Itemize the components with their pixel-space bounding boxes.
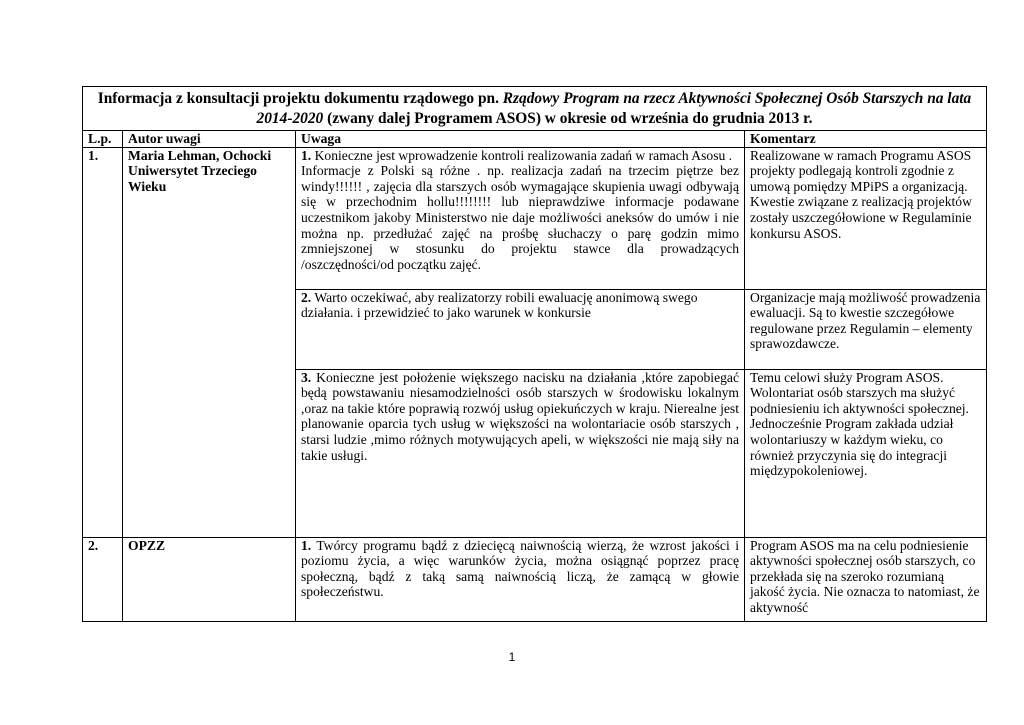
header-lp: L.p. (83, 131, 123, 148)
remark-text: Konieczne jest wprowadzenie kontroli realizowania zadań w ramach Asosu . (311, 147, 733, 163)
remark-cell (296, 147, 745, 289)
title-row (83, 87, 987, 131)
remark-text: Warto oczekiwać, aby realizatorzy robili ewaluację anonimową swego działania. i przewidzieć to jako warunek w konkursie (301, 289, 698, 321)
table-row (83, 147, 987, 289)
remark-text: Informacje z Polski są różne . np. realizacja zadań na trzecim piętrze bez windy!!!!!! , zajęcia dla starszych osób wymagające skupienia uwagi odbywają się w przechodnim hollu!!!!!!!! lub nieprawdziwe informacje podawane uczestnikom jakoby Ministerstwo nie daje możliwości aneksów do umów i nie można np. przedłużać zajęć na prośbę słuchaczy o parę godzin mimo zmniejszonej w stosunku do projektu stawce dla prowadzących /oszczędności/od początku zajęć. (301, 163, 739, 272)
title-program-name: Rządowy Program na rzecz Aktywności Społecznej Osób Starszych na lata 2014-2020 (256, 90, 972, 127)
row-author: OPZZ (123, 537, 296, 621)
remark-cell (296, 289, 745, 369)
remark-text: Twórcy programu bądź z dziecięcą naiwnością wierzą, że wzrost jakości i poziomu życia, a więc warunków życia, można osiągnąć poprzez pracę społeczną, bądź z taką samą naiwnością liczą, że zamącą w głowie społeczeństwu. (301, 537, 739, 600)
title-text-part3: (zwany dalej Programem ASOS) w okresie od września do grudnia 2013 r. (323, 110, 813, 127)
row-author: Maria Lehman, Ochocki Uniwersytet Trzeciego Wieku (123, 147, 296, 537)
comment-text: Organizacje mają możliwość prowadzenia ewaluacji. Są to kwestie szczegółowe regulowane przez Regulamin – elementy sprawozdawcze. (750, 289, 981, 352)
comment-text: Program ASOS ma na celu podniesienie aktywności społecznej osób starszych, co przekłada się na szeroko rozumianą jakość życia. Nie oznacza to natomiast, że aktywność (750, 537, 980, 615)
document-title (83, 87, 987, 131)
comment-text: Temu celowi służy Program ASOS. Wolontariat osób starszych ma służyć podniesieniu ich aktywności społecznej. Jednocześnie Program zakłada udział wolontariuszy w każdym wieku, co również przyczynia się do integracji międzypokoleniowej. (750, 369, 969, 479)
comment-cell (745, 537, 987, 621)
comment-text: Kwestie związane z realizacją projektów zostały uszczegółowione w Regulaminie konkursu ASOS. (750, 194, 972, 241)
remark-number: 2. (301, 289, 312, 305)
header-comment: Komentarz (745, 131, 987, 148)
title-text-part1: Informacja z konsultacji projektu dokumentu rządowego pn. (97, 90, 503, 107)
comment-cell (745, 369, 987, 537)
remark-text: Konieczne jest położenie większego nacisku na działania ,które zapobiegać będą powstawaniu niesamodzielności osób starszych w środowisku lokalnym ,oraz na takie które poprawią rozwój usług opiekuńczych w kraju. Nierealne jest planowanie oparcia tych usług w większości na wolontariacie osób starszych , starsi ludzie ,mimo różnych motywujących apeli, w większości nie mają siły na takie usługi. (301, 369, 739, 463)
comment-cell (745, 147, 987, 289)
header-remark: Uwaga (296, 131, 745, 148)
consultation-table (82, 86, 987, 622)
remark-number: 3. (301, 369, 312, 385)
row-lp: 2. (83, 537, 123, 621)
remark-cell (296, 537, 745, 621)
table-header-row (83, 131, 987, 148)
comment-text: Realizowane w ramach Programu ASOS projekty podlegają kontroli zgodnie z umową pomiędzy MPiPS a organizacją. (750, 147, 972, 194)
table-row (83, 537, 987, 621)
page-number: 1 (508, 650, 516, 664)
remark-number: 1. (301, 537, 312, 553)
remark-cell (296, 369, 745, 537)
remark-number: 1. (301, 147, 312, 163)
comment-cell (745, 289, 987, 369)
header-author: Autor uwagi (123, 131, 296, 148)
row-lp: 1. (83, 147, 123, 537)
